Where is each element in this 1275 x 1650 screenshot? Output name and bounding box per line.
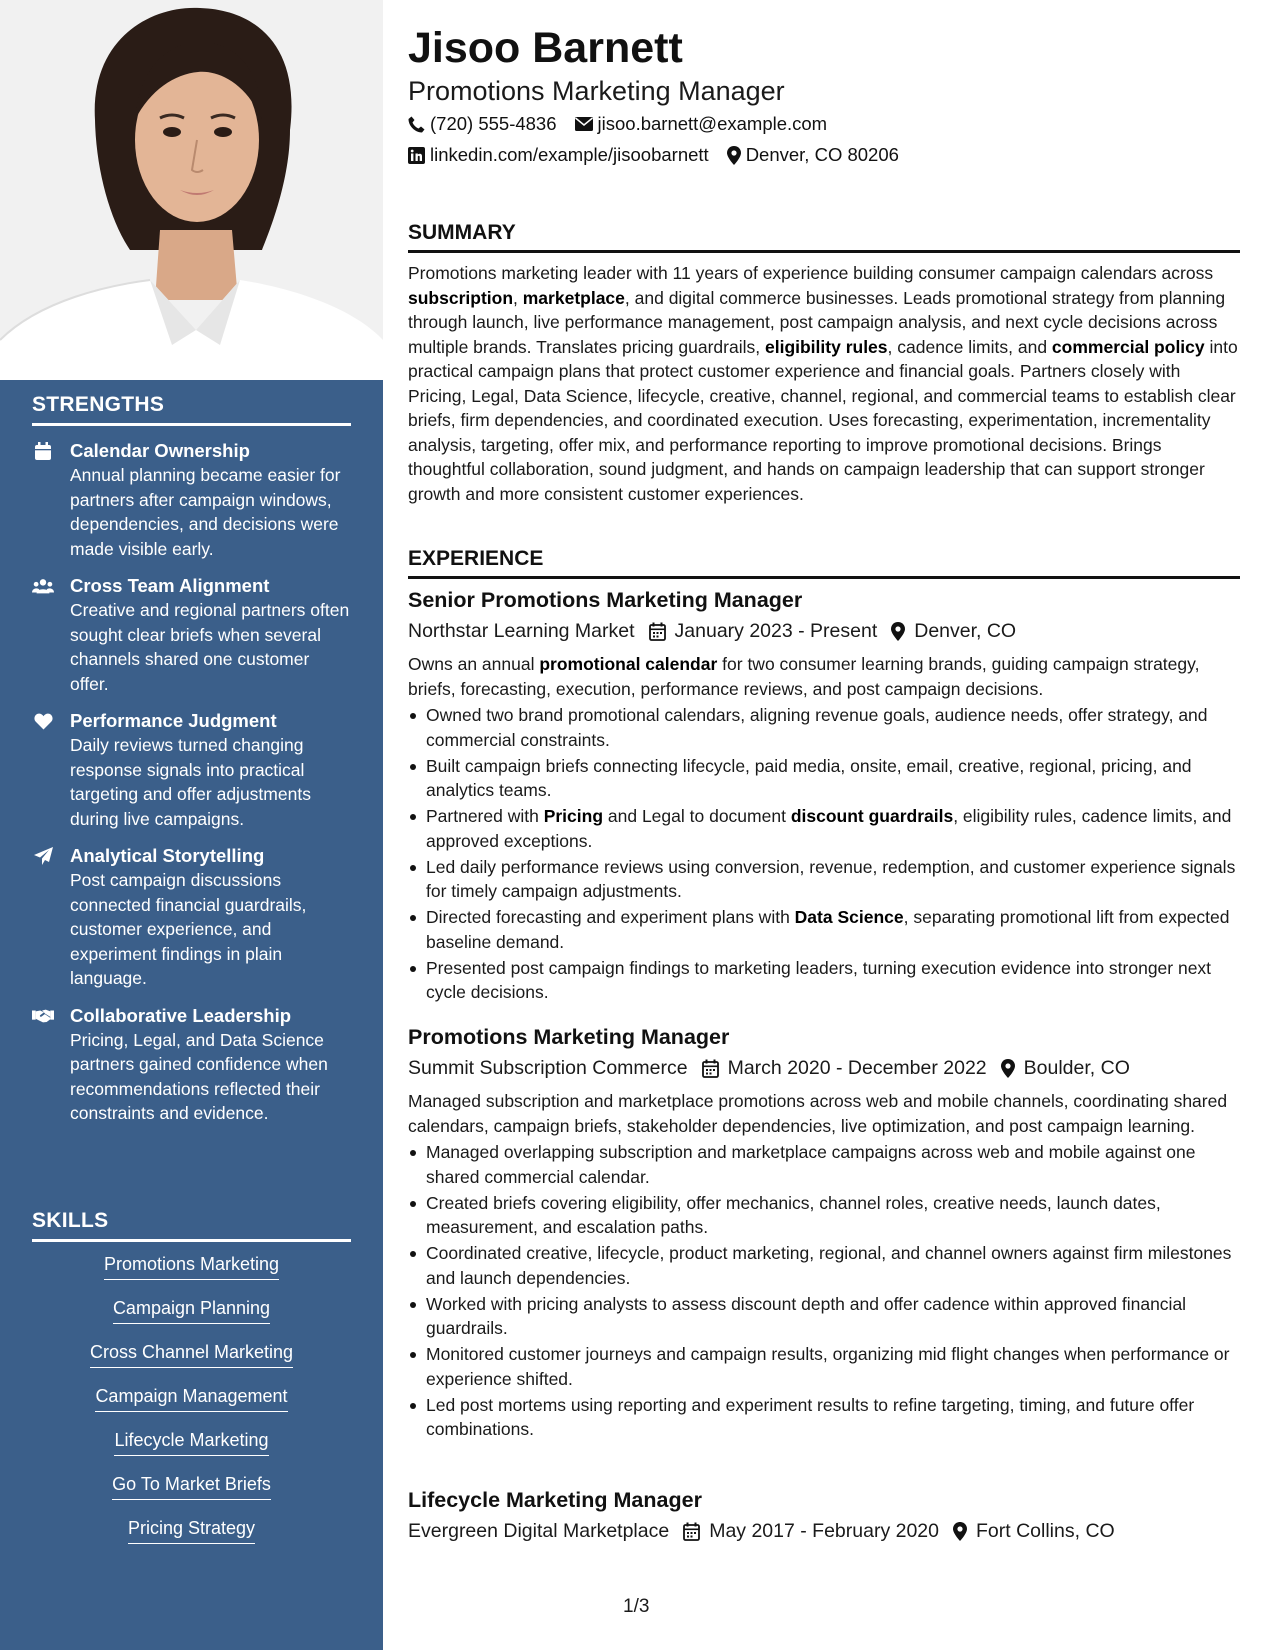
location-text: Denver, CO 80206 <box>745 144 899 165</box>
job-bullets <box>408 703 1240 1005</box>
strength-item <box>32 709 351 831</box>
email-contact[interactable] <box>575 113 828 135</box>
page-number: 1/3 <box>623 1596 650 1617</box>
job-bullets <box>408 1140 1240 1442</box>
job-dates: January 2023 - Present <box>649 617 878 645</box>
job-entry <box>408 1486 1240 1545</box>
bullet-item: Worked with pricing analysts to assess discount depth and offer cadence within approved financial guardrails. <box>408 1292 1240 1341</box>
contact-row <box>408 113 845 135</box>
users-icon <box>32 576 54 596</box>
job-dates: May 2017 - February 2020 <box>683 1517 939 1545</box>
job-meta <box>408 1054 1240 1082</box>
strength-desc: Pricing, Legal, and Data Science partners gained confidence when recommendations reflected their constraints and evidence. <box>70 1029 328 1123</box>
job-meta <box>408 1517 1240 1545</box>
summary-heading: SUMMARY <box>408 221 1240 253</box>
company-name: Northstar Learning Market <box>408 620 635 642</box>
candidate-name: Jisoo Barnett <box>408 24 683 72</box>
strength-title: Calendar Ownership <box>70 440 250 461</box>
experience-heading: EXPERIENCE <box>408 547 1240 579</box>
calendar-icon <box>683 1522 700 1541</box>
map-pin-icon <box>727 146 741 165</box>
map-pin-icon <box>1001 1059 1015 1078</box>
contact-row <box>408 144 917 166</box>
calendar-icon <box>32 441 54 461</box>
bullet-item: Led post mortems using reporting and experiment results to refine targeting, timing, and future offer combinations. <box>408 1393 1240 1442</box>
paper-plane-icon <box>32 846 54 866</box>
job-location: Fort Collins, CO <box>953 1517 1115 1545</box>
skills-list <box>32 1252 351 1544</box>
linkedin-text: linkedin.com/example/jisoobarnett <box>430 144 709 165</box>
job-description: Managed subscription and marketplace promotions across web and mobile channels, coordinating shared calendars, campaign briefs, stakeholder dependencies, live optimization, and post campaign learning. <box>408 1091 1228 1136</box>
bullet-item: Managed overlapping subscription and marketplace campaigns across web and mobile against one shared commercial calendar. <box>408 1140 1240 1189</box>
job-description: Owns an annual promotional calendar for two consumer learning brands, guiding campaign strategy, briefs, forecasting, execution, performance reviews, and post campaign decisions. <box>408 654 1200 699</box>
calendar-icon <box>649 622 666 641</box>
bullet-item: Created briefs covering eligibility, offer mechanics, channel roles, creative needs, launch dates, measurement, and escalation paths. <box>408 1191 1240 1240</box>
bullet-item: Presented post campaign findings to marketing leaders, turning execution evidence into stronger next cycle decisions. <box>408 956 1240 1005</box>
strengths-heading: STRENGTHS <box>32 393 351 426</box>
job-entry <box>408 1023 1240 1443</box>
email-text: jisoo.barnett@example.com <box>597 113 828 134</box>
sidebar <box>0 0 383 1650</box>
bullet-item: Built campaign briefs connecting lifecycle, paid media, onsite, email, creative, regional, pricing, and analytics teams. <box>408 754 1240 803</box>
job-title: Promotions Marketing Manager <box>408 1025 730 1049</box>
job-title: Lifecycle Marketing Manager <box>408 1488 702 1512</box>
skill-item: Campaign Management <box>95 1384 287 1412</box>
summary-text: Promotions marketing leader with 11 years of experience building consumer campaign calendars across subscription, marketplace, and digital commerce businesses. Leads promotional strategy from planning through launch, live performance management, post campaign analysis, and next cycle decisions across multiple brands. Translates pricing guardrails, eligibility rules, cadence limits, and commercial policy into practical campaign plans that protect customer experience and financial goals. Partners closely with Pricing, Legal, Data Science, lifecycle, creative, channel, regional, and commercial teams to establish clear briefs, firm dependencies, and coordinated execution. Uses forecasting, experimentation, incrementality analysis, targeting, offer mix, and performance reporting to improve promotional decisions. Brings thoughtful collaboration, sound judgment, and hands on campaign leadership that can support stronger growth and more consistent customer experiences. <box>408 263 1238 504</box>
skill-item: Promotions Marketing <box>104 1252 279 1280</box>
strength-desc: Creative and regional partners often sought clear briefs when several channels shared one customer offer. <box>70 600 350 694</box>
linkedin-icon <box>408 147 425 164</box>
job-meta <box>408 617 1240 645</box>
skill-item: Cross Channel Marketing <box>90 1340 293 1368</box>
bullet-item: Led daily performance reviews using conversion, revenue, redemption, and customer experience signals for timely campaign adjustments. <box>408 855 1240 904</box>
calendar-icon <box>702 1059 719 1078</box>
skills-heading: SKILLS <box>32 1209 351 1242</box>
heart-icon <box>32 711 54 731</box>
strength-item <box>32 574 351 696</box>
strength-title: Cross Team Alignment <box>70 575 270 596</box>
strength-item <box>32 844 351 991</box>
skill-item: Go To Market Briefs <box>112 1472 271 1500</box>
phone-text: (720) 555-4836 <box>430 113 557 134</box>
location-contact <box>727 144 899 166</box>
strength-desc: Post campaign discussions connected financial guardrails, customer experience, and experiment findings in plain language. <box>70 870 307 988</box>
job-dates: March 2020 - December 2022 <box>702 1054 987 1082</box>
strength-title: Collaborative Leadership <box>70 1004 292 1026</box>
job-location: Denver, CO <box>891 617 1016 645</box>
profile-photo <box>0 0 383 380</box>
skills-section <box>32 1209 351 1560</box>
phone-contact[interactable] <box>408 113 557 135</box>
bullet-item: Owned two brand promotional calendars, aligning revenue goals, audience needs, offer strategy, and commercial constraints. <box>408 703 1240 752</box>
candidate-title: Promotions Marketing Manager <box>408 76 785 106</box>
bullet-item: Coordinated creative, lifecycle, product marketing, regional, and channel owners against firm milestones and launch dependencies. <box>408 1241 1240 1290</box>
company-name: Evergreen Digital Marketplace <box>408 1520 670 1542</box>
strength-title: Analytical Storytelling <box>70 845 265 866</box>
map-pin-icon <box>953 1522 967 1541</box>
strengths-section <box>32 393 351 1126</box>
bullet-item: Partnered with Pricing and Legal to document discount guardrails, eligibility rules, cadence limits, and approved exceptions. <box>408 804 1240 853</box>
phone-icon <box>408 116 425 133</box>
job-title: Senior Promotions Marketing Manager <box>408 588 803 612</box>
job-location: Boulder, CO <box>1001 1054 1130 1082</box>
bullet-item: Monitored customer journeys and campaign results, organizing mid flight changes when performance or experience shifted. <box>408 1342 1240 1391</box>
strength-desc: Annual planning became easier for partners after campaign windows, dependencies, and decisions were made visible early. <box>70 465 341 559</box>
bullet-item: Directed forecasting and experiment plans with Data Science, separating promotional lift from expected baseline demand. <box>408 905 1240 954</box>
strength-item <box>32 439 351 561</box>
map-pin-icon <box>891 622 905 641</box>
envelope-icon <box>575 117 593 131</box>
strength-item <box>32 1004 351 1126</box>
linkedin-contact[interactable] <box>408 144 709 166</box>
job-entry <box>408 586 1240 1006</box>
skill-item: Pricing Strategy <box>128 1516 255 1544</box>
strength-title: Performance Judgment <box>70 710 277 731</box>
skill-item: Campaign Planning <box>113 1296 270 1324</box>
skill-item: Lifecycle Marketing <box>114 1428 268 1456</box>
strength-desc: Daily reviews turned changing response signals into practical targeting and offer adjustments during live campaigns. <box>70 735 311 829</box>
handshake-icon <box>32 1006 54 1026</box>
company-name: Summit Subscription Commerce <box>408 1057 688 1079</box>
